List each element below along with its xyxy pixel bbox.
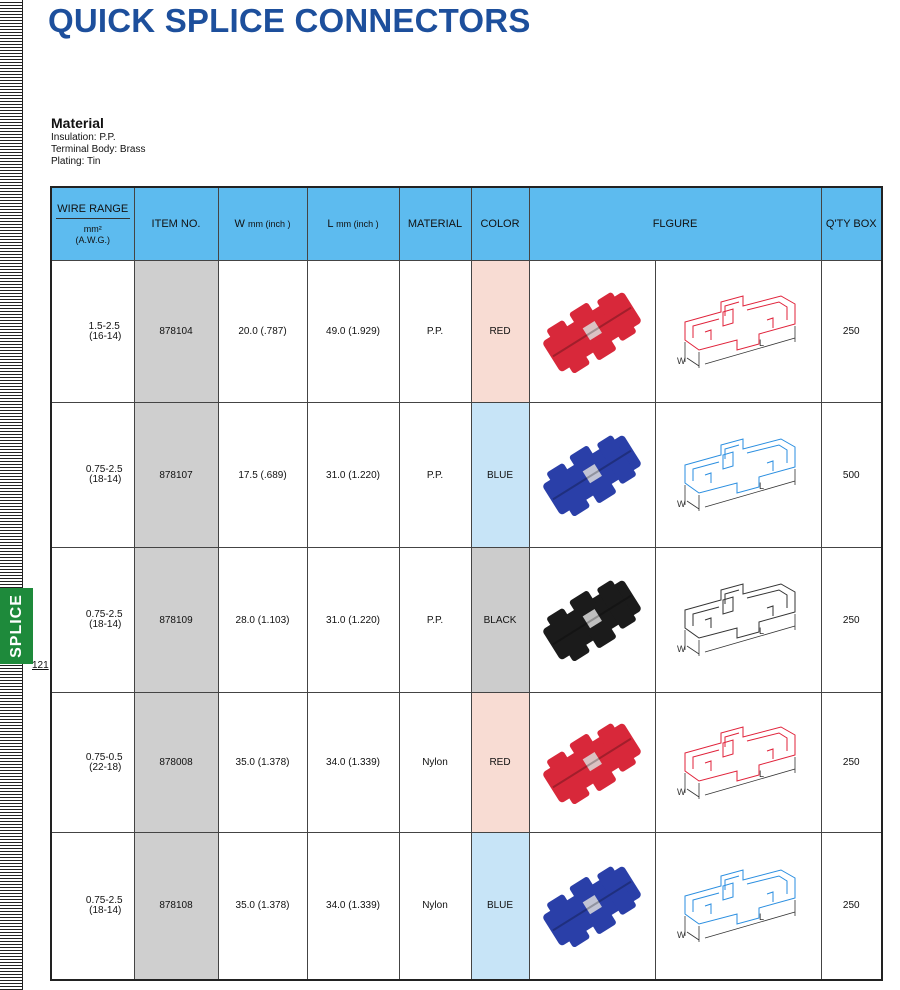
connector-photo-icon xyxy=(536,427,648,523)
connector-photo-icon xyxy=(536,715,648,811)
connector-drawing-icon xyxy=(663,856,813,956)
material-heading: Material xyxy=(51,115,104,131)
wire-range-awg: (18-14) xyxy=(89,619,122,630)
connector-drawing-icon xyxy=(663,282,813,382)
l-cell: 31.0 (1.220) xyxy=(307,403,399,548)
wire-range-cell xyxy=(51,693,134,833)
header-w-label: W xyxy=(234,218,245,230)
page-title: QUICK SPLICE CONNECTORS xyxy=(48,2,531,39)
material-cell: P.P. xyxy=(399,261,471,403)
wire-range-mm: 0.75-2.5 xyxy=(85,894,123,906)
qty-cell: 250 xyxy=(821,261,882,403)
page-ruler xyxy=(0,0,23,990)
connector-drawing-icon xyxy=(663,570,813,670)
connector-photo-icon xyxy=(536,572,648,668)
figure-drawing-cell xyxy=(655,693,821,833)
header-l-label: L xyxy=(327,218,334,230)
table-row xyxy=(51,261,882,403)
wire-range-mm: 1.5-2.5 xyxy=(88,320,120,332)
table-row xyxy=(51,833,882,980)
color-cell: RED xyxy=(471,261,529,403)
drawing-l-label: L xyxy=(759,911,765,922)
l-cell: 31.0 (1.220) xyxy=(307,548,399,693)
header-w xyxy=(218,187,307,261)
material-terminal-body: Terminal Body: Brass xyxy=(51,144,146,155)
figure-photo-cell xyxy=(529,833,655,980)
w-cell: 35.0 (1.378) xyxy=(218,693,307,833)
color-cell: BLUE xyxy=(471,403,529,548)
page-number: 121 xyxy=(32,660,49,671)
header-unit-mm2: mm² xyxy=(83,223,102,234)
figure-photo-cell xyxy=(529,548,655,693)
figure-photo-cell xyxy=(529,403,655,548)
drawing-l-label: L xyxy=(759,768,765,779)
w-cell: 35.0 (1.378) xyxy=(218,833,307,980)
material-cell: P.P. xyxy=(399,403,471,548)
l-cell: 34.0 (1.339) xyxy=(307,833,399,980)
wire-range-awg: (16-14) xyxy=(89,330,122,342)
color-cell: RED xyxy=(471,693,529,833)
material-cell: P.P. xyxy=(399,548,471,693)
figure-drawing-cell xyxy=(655,833,821,980)
qty-cell: 250 xyxy=(821,548,882,693)
wire-range-awg: (22-18) xyxy=(89,761,122,773)
figure-drawing-cell xyxy=(655,548,821,693)
side-tab-splice xyxy=(0,588,33,664)
wire-range-mm: 0.75-2.5 xyxy=(85,464,123,475)
connector-drawing-icon xyxy=(663,713,813,813)
w-cell: 28.0 (1.103) xyxy=(218,548,307,693)
wire-range-cell xyxy=(51,403,134,548)
header-l-unit: mm (inch ) xyxy=(336,219,379,229)
figure-photo-cell xyxy=(529,261,655,403)
material-plating: Plating: Tin xyxy=(51,156,101,167)
table-row xyxy=(51,403,882,548)
item-no-cell: 878104 xyxy=(134,261,218,403)
header-wire-range-units xyxy=(52,219,134,246)
header-qty: Q'TY BOX xyxy=(821,187,882,261)
qty-cell: 250 xyxy=(821,833,882,980)
connector-photo-icon xyxy=(536,858,648,954)
wire-range-awg: (18-14) xyxy=(89,474,122,485)
figure-photo-cell xyxy=(529,693,655,833)
header-w-unit: mm (inch ) xyxy=(247,219,291,229)
header-l xyxy=(307,187,399,261)
table-row xyxy=(51,693,882,833)
drawing-w-label: W xyxy=(677,644,686,654)
color-cell: BLUE xyxy=(471,833,529,980)
drawing-w-label: W xyxy=(677,499,686,509)
figure-drawing-cell xyxy=(655,403,821,548)
drawing-l-label: L xyxy=(759,481,765,491)
item-no-cell: 878008 xyxy=(134,693,218,833)
w-cell: 20.0 (.787) xyxy=(218,261,307,403)
material-info xyxy=(51,115,145,168)
item-no-cell: 878108 xyxy=(134,833,218,980)
material-cell: Nylon xyxy=(399,833,471,980)
connector-photo-icon xyxy=(536,284,648,380)
wire-range-mm: 0.75-0.5 xyxy=(85,751,123,763)
header-material: MATERIAL xyxy=(399,187,471,261)
header-item-no: ITEM NO. xyxy=(134,187,218,261)
connector-drawing-icon xyxy=(663,425,813,525)
material-cell: Nylon xyxy=(399,693,471,833)
l-cell: 34.0 (1.339) xyxy=(307,693,399,833)
material-insulation: Insulation: P.P. xyxy=(51,132,116,143)
l-cell: 49.0 (1.929) xyxy=(307,261,399,403)
wire-range-cell xyxy=(51,548,134,693)
item-no-cell: 878107 xyxy=(134,403,218,548)
color-cell: BLACK xyxy=(471,548,529,693)
drawing-w-label: W xyxy=(677,929,686,940)
item-no-cell: 878109 xyxy=(134,548,218,693)
figure-drawing-cell xyxy=(655,261,821,403)
qty-cell: 500 xyxy=(821,403,882,548)
drawing-w-label: W xyxy=(677,355,686,366)
header-color: COLOR xyxy=(471,187,529,261)
header-unit-awg: (A.W.G.) xyxy=(75,234,110,245)
wire-range-cell xyxy=(51,261,134,403)
spec-table xyxy=(50,186,883,981)
drawing-l-label: L xyxy=(759,626,765,636)
wire-range-awg: (18-14) xyxy=(89,904,122,916)
wire-range-mm: 0.75-2.5 xyxy=(85,609,123,620)
header-figure: FLGURE xyxy=(529,187,821,261)
wire-range-cell xyxy=(51,833,134,980)
side-tab-label: SPLICE xyxy=(7,594,25,658)
qty-cell: 250 xyxy=(821,693,882,833)
header-wire-range xyxy=(51,187,134,261)
table-row xyxy=(51,548,882,693)
drawing-w-label: W xyxy=(677,786,686,797)
drawing-l-label: L xyxy=(759,337,765,348)
w-cell: 17.5 (.689) xyxy=(218,403,307,548)
header-wire-range-label: WIRE RANGE xyxy=(56,203,130,219)
table-header-row xyxy=(51,187,882,261)
